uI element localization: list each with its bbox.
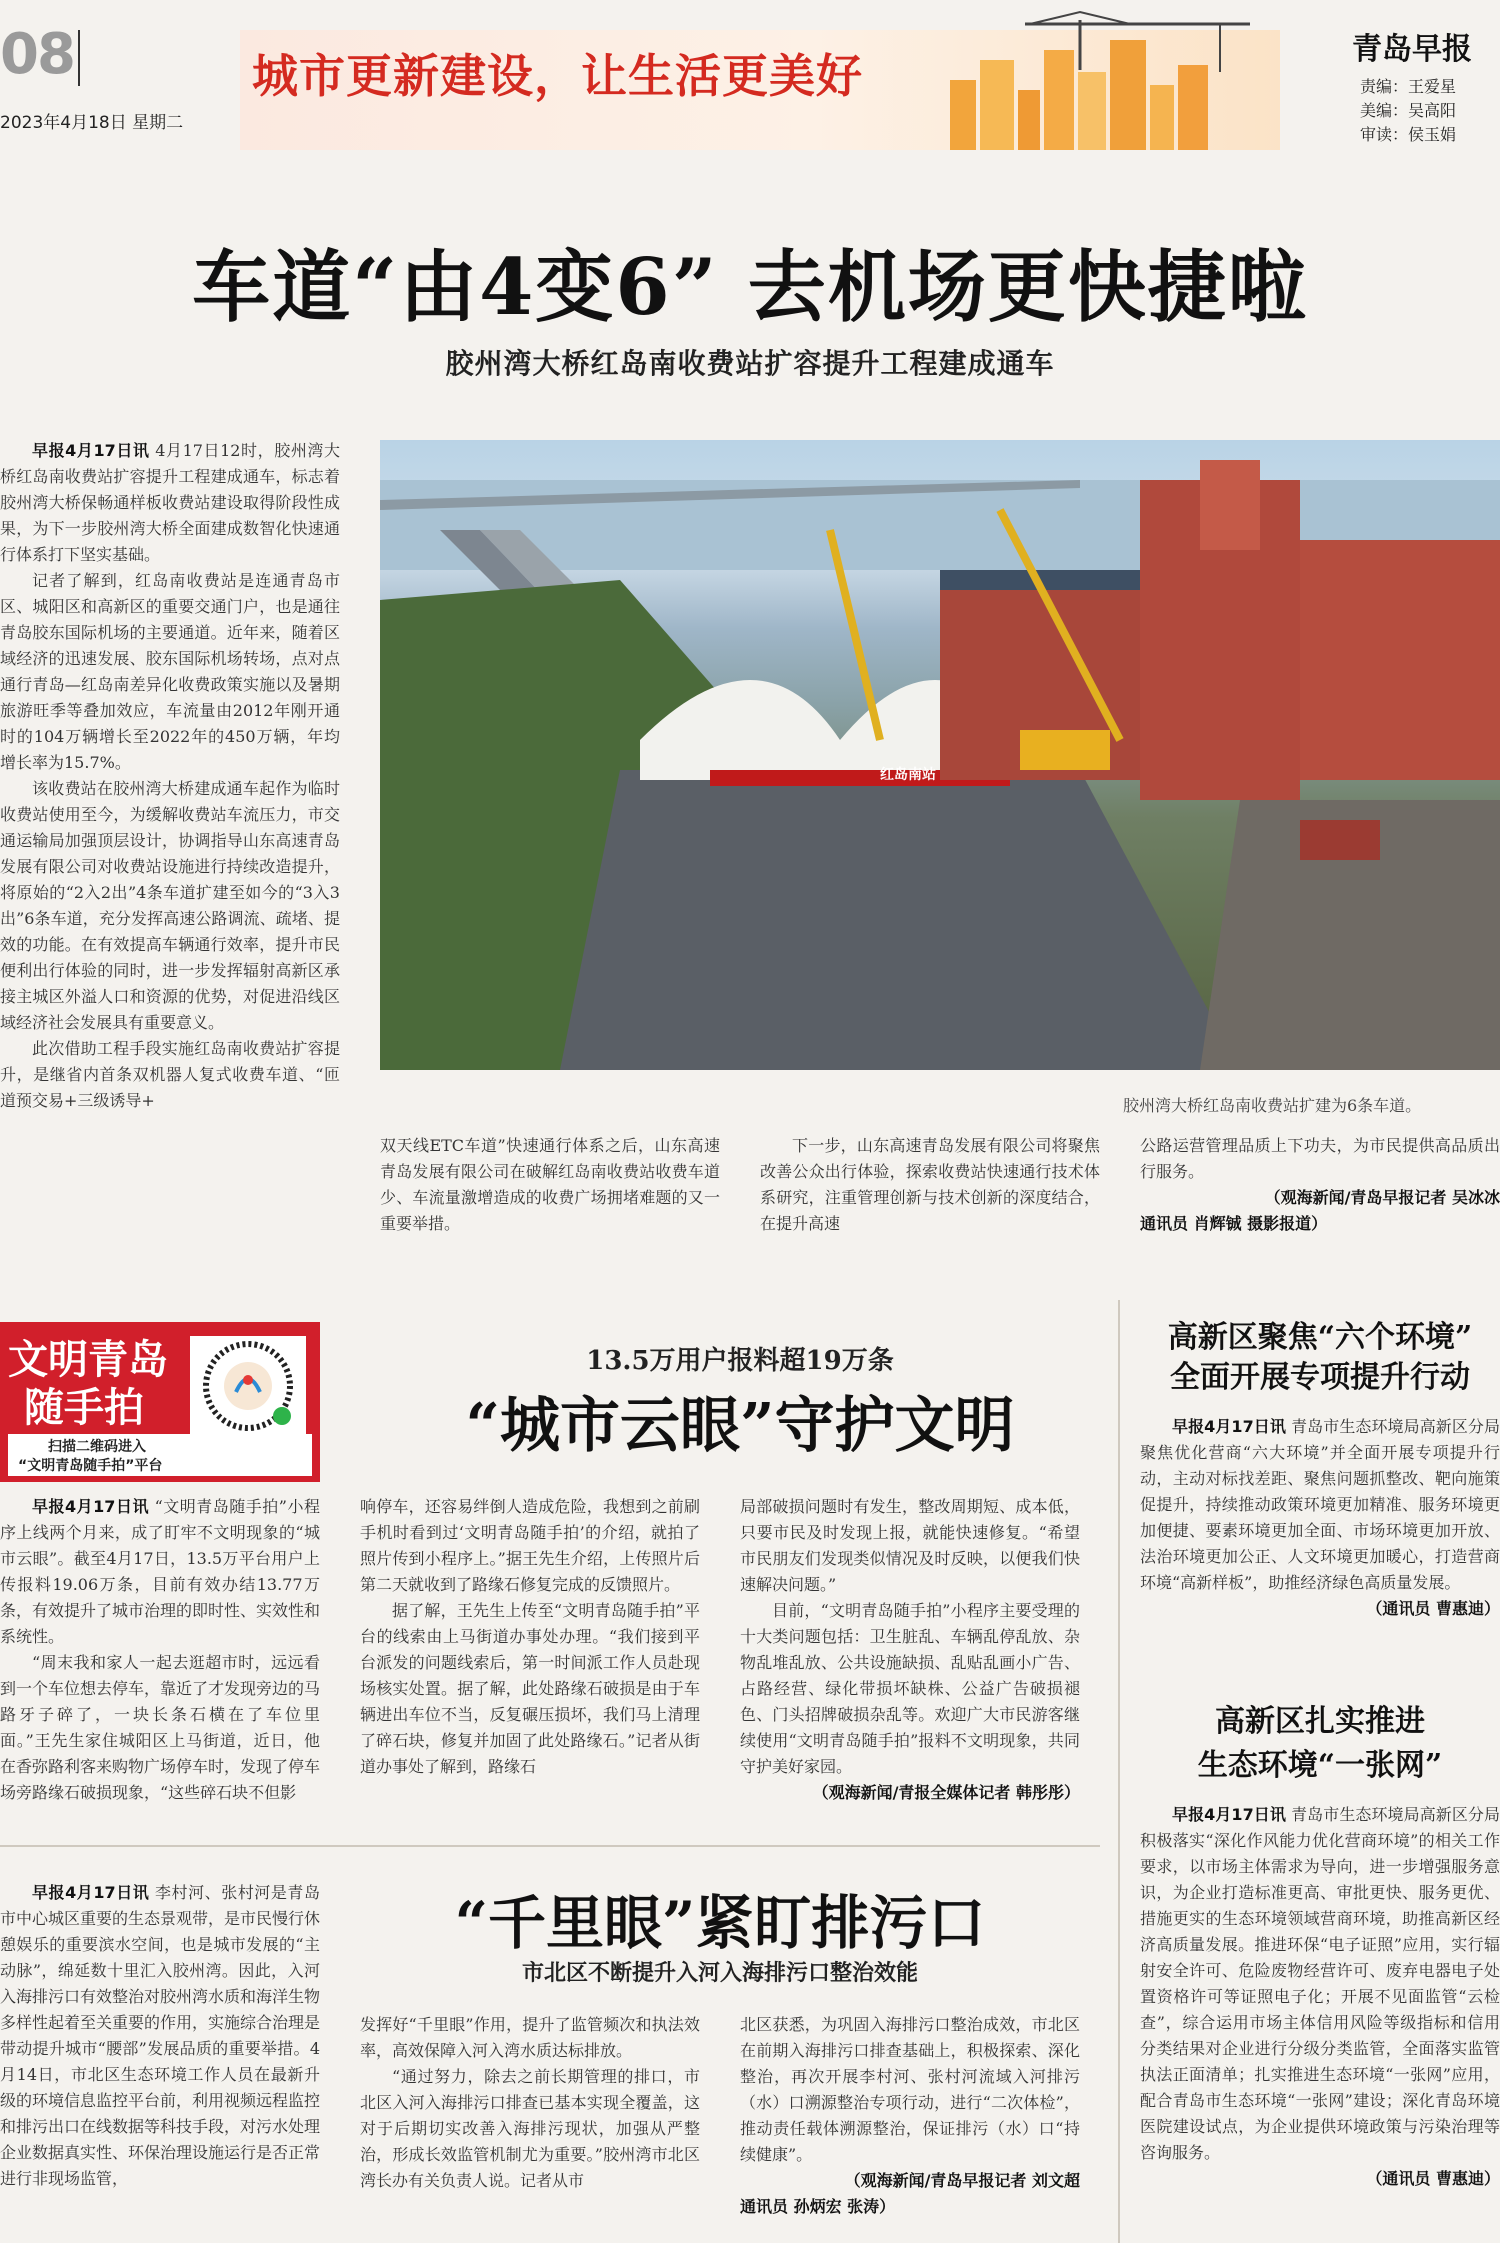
story4-byline: （通讯员 曹惠迪） [1366, 2169, 1500, 2188]
issue-date: 2023年4月18日 星期二 [0, 113, 184, 133]
story5-byline-2: 通讯员 孙炳宏 张涛） [740, 2197, 896, 2216]
qr-code[interactable] [190, 1336, 306, 1436]
designer-credit: 美编：吴高阳 [1360, 101, 1457, 120]
story1-p1: 4月17日12时，胶州湾大桥红岛南收费站扩容提升工程建成通车，标志着胶州湾大桥保畅通样板收费站建设取得阶段性成果，为下一步胶州湾大桥全面建成数智化快速通行体系打下坚实基础。 [0, 441, 340, 564]
story1-photo-caption: 胶州湾大桥红岛南收费站扩建为6条车道。 [1123, 1096, 1422, 1115]
story2-dateline: 早报4月17日讯 [32, 1497, 149, 1516]
story2-p1: “文明青岛随手拍”小程序上线两个月来，成了盯牢不文明现象的“城市云眼”。截至4月17日，13.5万平台用户上传报料19.06万条，目前有效办结13.77万条，有效提升了城市治理的即时性、实效性和系统性。 [0, 1497, 321, 1646]
promo-title-1: 文明青岛 [8, 1336, 168, 1383]
story5-column-2 [360, 2012, 700, 2194]
story3-dateline: 早报4月17日讯 [1172, 1417, 1286, 1436]
page-number-divider [78, 30, 80, 86]
reviewer-credit: 审读：侯玉娟 [1360, 125, 1457, 144]
story1-column-3 [760, 1133, 1100, 1237]
story1-byline-2: 通讯员 肖辉铖 摄影报道） [1140, 1214, 1328, 1233]
story2-paragraph-3: 响停车，还容易绊倒人造成危险，我想到之前刷手机时看到过‘文明青岛随手拍’的介绍，就拍了照片传到小程序上。”据王先生介绍，上传照片后第二天就收到了路缘石修复完成的反馈照片。 [360, 1497, 700, 1594]
story2-kicker: 13.5万用户报料超19万条 [586, 1346, 894, 1376]
story4-paragraph-1 [1140, 1802, 1500, 2166]
story3-byline: （通讯员 曹惠迪） [1366, 1599, 1500, 1618]
story1-paragraph-2: 记者了解到，红岛南收费站是连通青岛市区、城阳区和高新区的重要交通门户，也是通往青岛胶东国际机场的主要通道。近年来，随着区域经济的迅速发展、胶东国际机场转场，点对点通行青岛—红岛南差异化收费政策实施以及暑期旅游旺季等叠加效应，车流量由2012年刚开通时的104万辆增长至2022年的450万辆，年均增长率为15.7%。 [0, 571, 340, 772]
story1-paragraph-4: 此次借助工程手段实施红岛南收费站扩容提升，是继省内首条双机器人复式收费车道、“匝道预交易+三级诱导+ [0, 1039, 340, 1110]
promo-scan-2: “文明青岛随手拍”平台 [18, 1458, 163, 1474]
promo-scan-1: 扫描二维码进入 [48, 1439, 146, 1455]
story2-paragraph-1 [0, 1494, 320, 1650]
story1-column-4 [1140, 1133, 1500, 1237]
story2-byline: （观海新闻/青报全媒体记者 韩彤彤） [812, 1783, 1080, 1802]
banner-slogan: 城市更新建设，让生活更美好 [252, 49, 863, 103]
story2-paragraph-5: 局部破损问题时有发生，整改周期短、成本低，只要市民及时发现上报，就能快速修复。“希望市民朋友们发现类似情况及时反映，以便我们快速解决问题。” [740, 1497, 1080, 1594]
story1-paragraph-5: 双天线ETC车道”快速通行体系之后，山东高速青岛发展有限公司在破解红岛南收费站收费车道少、车流量激增造成的收费广场拥堵难题的又一重要举措。 [380, 1136, 720, 1233]
story5-headline: “千里眼”紧盯排污口 [454, 1889, 986, 1957]
story1-column-2 [380, 1133, 720, 1237]
story4-headline-2: 生态环境“一张网” [1197, 1748, 1443, 1783]
story1-subhead: 胶州湾大桥红岛南收费站扩容提升工程建成通车 [445, 347, 1055, 380]
story1-column-1 [0, 438, 340, 1114]
story3-paragraph-1 [1140, 1414, 1500, 1596]
city-skyline-icon [930, 10, 1290, 155]
promo-scan-area [8, 1434, 312, 1476]
promo-title-2: 随手拍 [24, 1384, 144, 1431]
story5-paragraph-4: 北区获悉，为巩固入海排污口整治成效，市北区在前期入海排污口排查基础上，积极探索、深化整治，再次开展李村河、张村河流域入河排污（水）口溯源整治专项行动，进行“二次体检”，推动责任载体溯源整治，保证排污（水）口“持续健康”。 [740, 2015, 1080, 2164]
story5-p1: 李村河、张村河是青岛市中心城区重要的生态景观带，是市民慢行休憩娱乐的重要滨水空间，也是城市发展的“主动脉”，绵延数十里汇入胶州湾。因此，入河入海排污口有效整治对胶州湾水质和海洋生物多样性起着至关重要的作用，实施综合治理是带动提升城市“腰部”发展品质的重要举措。4月14日，市北区生态环境工作人员在最新升级的环境信息监控平台前，利用视频远程监控和排污出口在线数据等科技手段，对污水处理企业数据真实性、环保治理设施运行是否正常进行非现场监管， [0, 1883, 321, 2188]
story1-paragraph-3: 该收费站在胶州湾大桥建成通车起作为临时收费站使用至今，为缓解收费站车流压力，市交通运输局加强顶层设计，协调指导山东高速青岛发展有限公司对收费站设施进行持续改造提升，将原始的“2入2出”4条车道扩建至如今的“3入3出”6条车道，充分发挥高速公路调流、疏堵、提效的功能。在有效提高车辆通行效率，提升市民便利出行体验的同时，进一步发挥辐射高新区承接主城区外溢人口和资源的优势，对促进沿线区域经济社会发展具有重要意义。 [0, 779, 340, 1032]
story1-byline-1: （观海新闻/青岛早报记者 吴冰冰 [1264, 1188, 1500, 1207]
story1-headline: 车道“由4变6” 去机场更快捷啦 [192, 242, 1308, 333]
masthead [0, 0, 1500, 160]
divider-story2-story5 [0, 1845, 1100, 1847]
story2-paragraph-4: 据了解，王先生上传至“文明青岛随手拍”平台的线索由上马街道办事处办理。“我们接到平台派发的问题线索后，第一时间派工作人员赴现场核实处置。据了解，此处路缘石破损是由于车辆进出车位不当，反复碾压损坏，我们马上清理了碎石块，修复并加固了此处路缘石。”记者从街道办事处了解到，路缘石 [360, 1601, 700, 1776]
page-number: 08 [0, 22, 74, 87]
story5-paragraph-1 [0, 1880, 320, 2192]
story5-paragraph-3: “通过努力，除去之前长期管理的排口，市北区入河入海排污口排查已基本实现全覆盖，这对于后期切实改善入海排污现状，加强从严整治，形成长效监管机制尤为重要。”胶州湾市北区湾长办有关负责人说。记者从市 [360, 2067, 700, 2190]
story2-column-1 [0, 1494, 320, 1806]
story2-column-2 [360, 1494, 700, 1780]
story1-photo [380, 440, 1500, 1070]
story1-paragraph-1 [0, 438, 340, 568]
story1-paragraph-7: 公路运营管理品质上下功夫，为市民提供高品质出行服务。 [1140, 1136, 1500, 1181]
story5-paragraph-2: 发挥好“千里眼”作用，提升了监管频次和执法效率，高效保障入河入湾水质达标排放。 [360, 2015, 700, 2060]
story3-p1: 青岛市生态环境局高新区分局聚焦优化营商“六大环境”并全面开展专项提升行动，主动对标找差距、聚焦问题抓整改、靶向施策促提升，持续推动政策环境更加精准、服务环境更加便捷、要素环境更加全面、市场环境更加开放、法治环境更加公正、人文环境更加暖心，打造营商环境“高新样板”，助推经济绿色高质量发展。 [1140, 1417, 1500, 1592]
story5-column-3 [740, 2012, 1080, 2220]
story5-dateline: 早报4月17日讯 [32, 1883, 150, 1902]
story2-column-3 [740, 1494, 1080, 1806]
toll-station-illustration [380, 440, 1500, 1070]
paper-logo: 青岛早报 [1352, 32, 1472, 67]
editor-credit: 责编：王爱星 [1360, 77, 1457, 96]
story3-column [1140, 1414, 1500, 1622]
qr-code-icon [190, 1336, 306, 1436]
story4-headline-1: 高新区扎实推进 [1215, 1704, 1425, 1739]
story5-byline-1: （观海新闻/青岛早报记者 刘文超 [844, 2171, 1080, 2190]
story1-paragraph-6: 下一步，山东高速青岛发展有限公司将聚焦改善公众出行体验，探索收费站快速通行技术体系研究，注重管理创新与技术创新的深度结合，在提升高速 [760, 1136, 1100, 1233]
story5-subhead: 市北区不断提升入河入海排污口整治效能 [521, 1961, 918, 1986]
story2-headline: “城市云眼”守护文明 [465, 1391, 1015, 1461]
story4-dateline: 早报4月17日讯 [1172, 1805, 1286, 1824]
toll-sign: 红岛南站 [880, 767, 936, 783]
story2-paragraph-6: 目前，“文明青岛随手拍”小程序主要受理的十大类问题包括：卫生脏乱、车辆乱停乱放、杂物乱堆乱放、公共设施缺损、乱贴乱画小广告、占路经营、绿化带损坏缺株、公益广告破损褪色、门头招牌破损杂乱等。欢迎广大市民游客继续使用“文明青岛随手拍”报料不文明现象，共同守护美好家园。 [740, 1601, 1080, 1776]
story2-paragraph-2: “周末我和家人一起去逛超市时，远远看到一个车位想去停车，靠近了才发现旁边的马路牙子碎了，一块长条石横在了车位里面。”王先生家住城阳区上马街道，近日，他在香弥路利客来购物广场停车时，发现了停车场旁路缘石破损现象，“这些碎石块不但影 [0, 1653, 321, 1802]
story3-headline-1: 高新区聚焦“六个环境” [1167, 1320, 1473, 1355]
story5-column-1 [0, 1880, 320, 2192]
story4-p1: 青岛市生态环境局高新区分局积极落实“深化作风能力优化营商环境”的相关工作要求，以市场主体需求为导向，进一步增强服务意识，为企业打造标准更高、审批更快、服务更优、措施更实的生态环境领域营商环境，助推高新区经济高质量发展。推进环保“电子证照”应用，实行辐射安全许可、危险废物经营许可、废弃电器电子处置资格许可等证照电子化；开展不见面监管“云检查”，综合运用市场主体信用风险等级指标和信用分类结果对企业进行分级分类监管，全面落实监管执法正面清单；扎实推进生态环境“一张网”应用，配合青岛市生态环境“一张网”建设；深化青岛环境医院建设试点，为企业提供环境政策与污染治理等咨询服务。 [1140, 1805, 1500, 2162]
story3-headline-2: 全面开展专项提升行动 [1170, 1360, 1470, 1395]
divider-right-column [1118, 1300, 1120, 2243]
story4-column [1140, 1802, 1500, 2192]
story1-dateline: 早报4月17日讯 [32, 441, 150, 460]
promo-box [0, 1322, 320, 1482]
